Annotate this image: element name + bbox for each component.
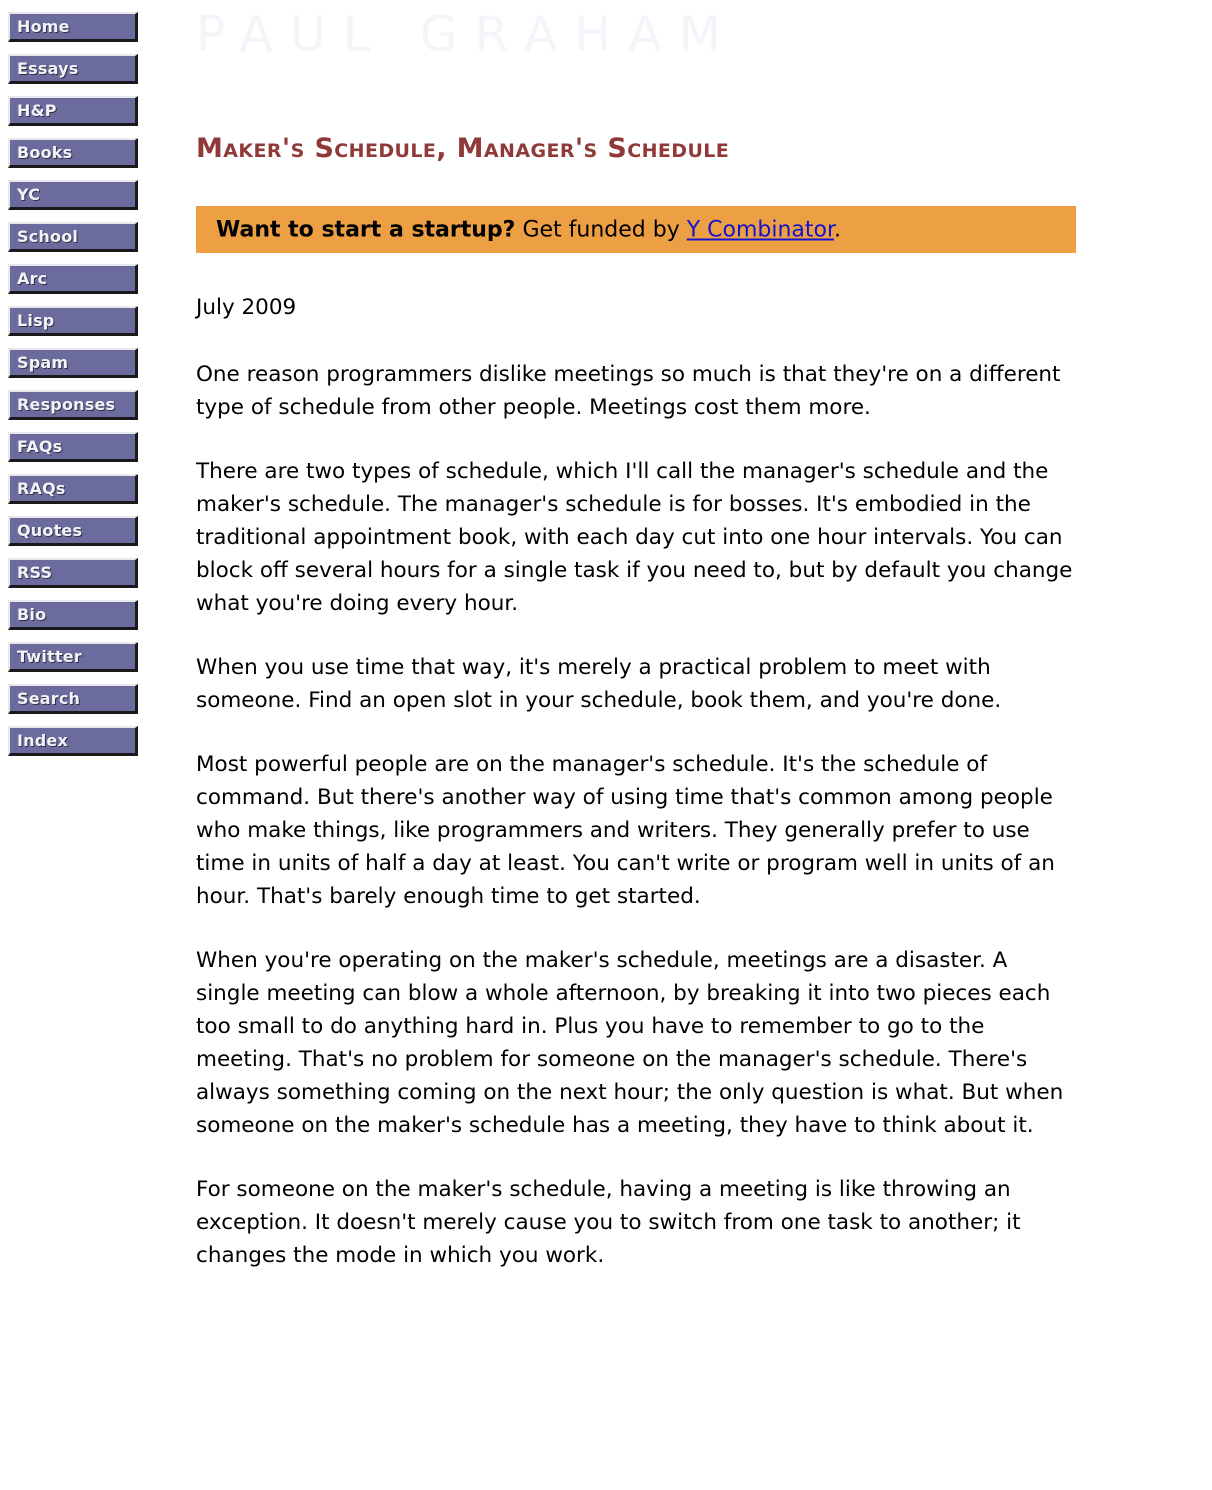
sidebar-item-label: Books [17, 142, 73, 162]
sidebar-item-lisp[interactable] [8, 306, 138, 336]
sidebar-item-school[interactable] [8, 222, 138, 252]
essay-paragraph: There are two types of schedule, which I'll call the manager's schedule and the maker's schedule. The manager's schedule is for bosses. It's embodied in the traditional appointment book, with each day cut into one hour intervals. You can block off several hours for a single task if you need to, but by default you change what you're doing every hour. [196, 459, 1073, 616]
sidebar-item-essays[interactable] [8, 54, 138, 84]
sidebar-item-bio[interactable] [8, 600, 138, 630]
y-combinator-link[interactable]: Y Combinator [686, 217, 835, 242]
sidebar-item-index[interactable] [8, 726, 138, 756]
sidebar-item-label: RSS [17, 562, 53, 582]
sidebar-item-arc[interactable] [8, 264, 138, 294]
yc-promo-lead: Get funded by [515, 217, 687, 242]
sidebar-item-label: Quotes [17, 520, 83, 540]
sidebar-item-label: Lisp [17, 310, 55, 330]
sidebar-item-label: RAQs [17, 478, 66, 498]
sidebar-item-label: Index [17, 730, 68, 750]
sidebar-item-label: H&P [17, 100, 57, 120]
page-title: Maker's Schedule, Manager's Schedule [196, 133, 730, 164]
yc-promo-banner-text [216, 217, 841, 242]
sidebar-item-quotes[interactable] [8, 516, 138, 546]
sidebar-item-label: School [17, 226, 79, 246]
sidebar-item-label: Essays [17, 58, 79, 78]
sidebar-item-label: Bio [17, 604, 47, 624]
sidebar-item-label: Arc [17, 268, 48, 288]
sidebar-item-responses[interactable] [8, 390, 138, 420]
sidebar-item-books[interactable] [8, 138, 138, 168]
sidebar-item-twitter[interactable] [8, 642, 138, 672]
site-watermark-paul-graham: PAUL GRAHAM [196, 6, 738, 63]
yc-promo-banner [196, 206, 1076, 253]
sidebar-item-label: FAQs [17, 436, 63, 456]
sidebar-item-spam[interactable] [8, 348, 138, 378]
sidebar-item-hp[interactable] [8, 96, 138, 126]
sidebar-item-label: Spam [17, 352, 69, 372]
sidebar-item-faqs[interactable] [8, 432, 138, 462]
essay-date: July 2009 [196, 295, 297, 320]
essay-paragraph: When you're operating on the maker's schedule, meetings are a disaster. A single meeting can blow a whole afternoon, by breaking it into two pieces each too small to do anything hard in. Plus you have to remember to go to the meeting. That's no problem for someone on the manager's schedule. There's always something coming on the next hour; the only question is what. But when someone on the maker's schedule has a meeting, they have to think about it. [196, 948, 1064, 1138]
sidebar-item-label: YC [17, 184, 41, 204]
yc-promo-question: Want to start a startup? [216, 217, 516, 242]
essay-paragraph: For someone on the maker's schedule, having a meeting is like throwing an exception. It doesn't merely cause you to switch from one task to another; it changes the mode in which you work. [196, 1177, 1021, 1268]
sidebar-item-label: Responses [17, 394, 116, 414]
sidebar-item-rss[interactable] [8, 558, 138, 588]
essay-paragraph: When you use time that way, it's merely a practical problem to meet with someone. Find an open slot in your schedule, book them, and you're done. [196, 655, 1002, 713]
sidebar-item-label: Twitter [17, 646, 82, 666]
sidebar-item-raqs[interactable] [8, 474, 138, 504]
sidebar-navigation [8, 12, 146, 768]
essay-body [196, 291, 1076, 1303]
essay-paragraph: Most powerful people are on the manager's schedule. It's the schedule of command. But there's another way of using time that's common among people who make things, like programmers and writers. They generally prefer to use time in units of half a day at least. You can't write or program well in units of an hour. That's barely enough time to get started. [196, 752, 1055, 909]
sidebar-item-search[interactable] [8, 684, 138, 714]
sidebar-item-yc[interactable] [8, 180, 138, 210]
essay-paragraph: One reason programmers dislike meetings so much is that they're on a different type of schedule from other people. Meetings cost them more. [196, 362, 1061, 420]
sidebar-item-home[interactable] [8, 12, 138, 42]
sidebar-item-label: Home [17, 16, 70, 36]
yc-promo-trailing: . [834, 217, 842, 242]
sidebar-item-label: Search [17, 688, 81, 708]
